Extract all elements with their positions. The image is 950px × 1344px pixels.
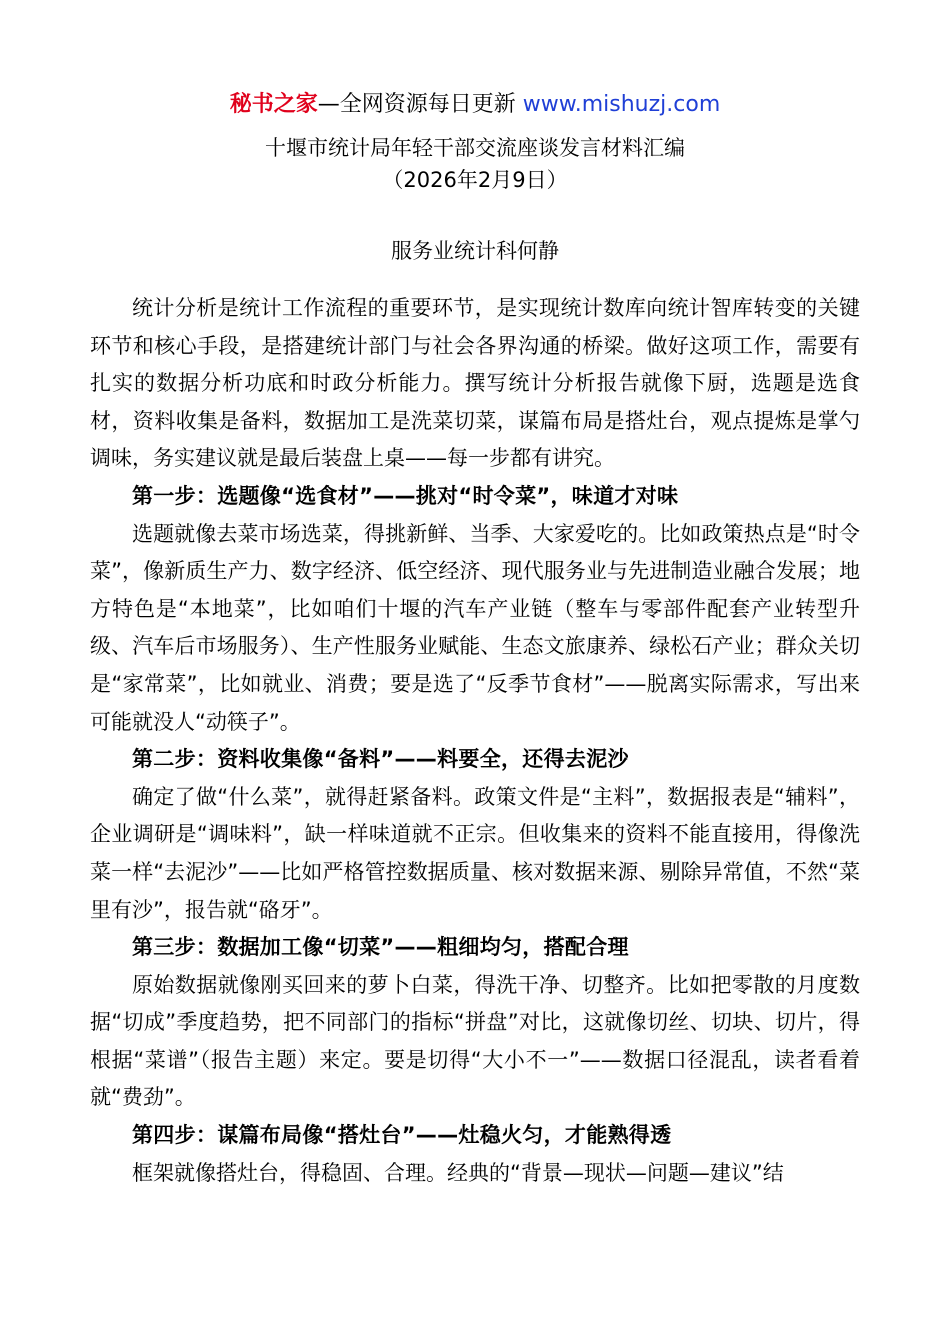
- document-body: [90, 290, 860, 1192]
- intro-paragraph: 统计分析是统计工作流程的重要环节，是实现统计数库向统计智库转变的关键环节和核心手段，是搭建统计部门与社会各界沟通的桥梁。做好这项工作，需要有扎实的数据分析功底和时政分析能力。撰写统计分析报告就像下厨，选题是选食材，资料收集是备料，数据加工是洗菜切菜，谋篇布局是搭灶台，观点提炼是掌勺调味，务实建议就是最后装盘上桌——每一步都有讲究。: [90, 296, 860, 471]
- body-paragraph: 选题就像去菜市场选菜，得挑新鲜、当季、大家爱吃的。比如政策热点是“时令菜”，像新质生产力、数字经济、低空经济、现代服务业与先进制造业融合发展；地方特色是“本地菜”，比如咱们十堰的汽车产业链（整车与零部件配套产业转型升级、汽车后市场服务）、生产性服务业赋能、生态文旅康养、绿松石产业；群众关切是“家常菜”，比如就业、消费；要是选了“反季节食材”——脱离实际需求，写出来可能就没人“动筷子”。: [90, 521, 860, 734]
- step-heading: 第一步：选题像“选食材”——挑对“时令菜”，味道才对味: [132, 483, 679, 508]
- speaker-name: 服务业统计科何静: [391, 239, 559, 263]
- body-paragraph: 框架就像搭灶台，得稳固、合理。经典的“背景—现状—问题—建议”结: [132, 1160, 784, 1185]
- step-heading: 第二步：资料收集像“备料”——料要全，还得去泥沙: [132, 747, 629, 772]
- site-banner: [0, 86, 950, 124]
- body-paragraph: 确定了做“什么菜”，就得赶紧备料。政策文件是“主料”，数据报表是“辅料”，企业调研是“调味料”，缺一样味道就不正宗。但收集来的资料不能直接用，得像洗菜一样“去泥沙”——比如严格管控数据质量、核对数据来源、剔除异常值，不然“菜里有沙”，报告就“硌牙”。: [90, 784, 860, 922]
- site-url-link[interactable]: www.mishuzj.com: [522, 92, 721, 117]
- step-heading: 第四步：谋篇布局像“搭灶台”——灶稳火匀，才能熟得透: [132, 1123, 672, 1148]
- document-title: 十堰市统计局年轻干部交流座谈发言材料汇编: [265, 136, 685, 160]
- step-heading: 第三步：数据加工像“切菜”——粗细均匀，搭配合理: [132, 935, 629, 960]
- brand-name: 秘书之家: [229, 92, 318, 117]
- document-date: （2026年2月9日）: [382, 168, 568, 192]
- banner-tagline: —全网资源每日更新: [317, 92, 523, 117]
- body-paragraph: 原始数据就像刚买回来的萝卜白菜，得洗干净、切整齐。比如把零散的月度数据“切成”季度趋势，把不同部门的指标“拼盘”对比，这就像切丝、切块、切片，得根据“菜谱”（报告主题）来定。要是切得“大小不一”——数据口径混乱，读者看着就“费劲”。: [90, 972, 860, 1110]
